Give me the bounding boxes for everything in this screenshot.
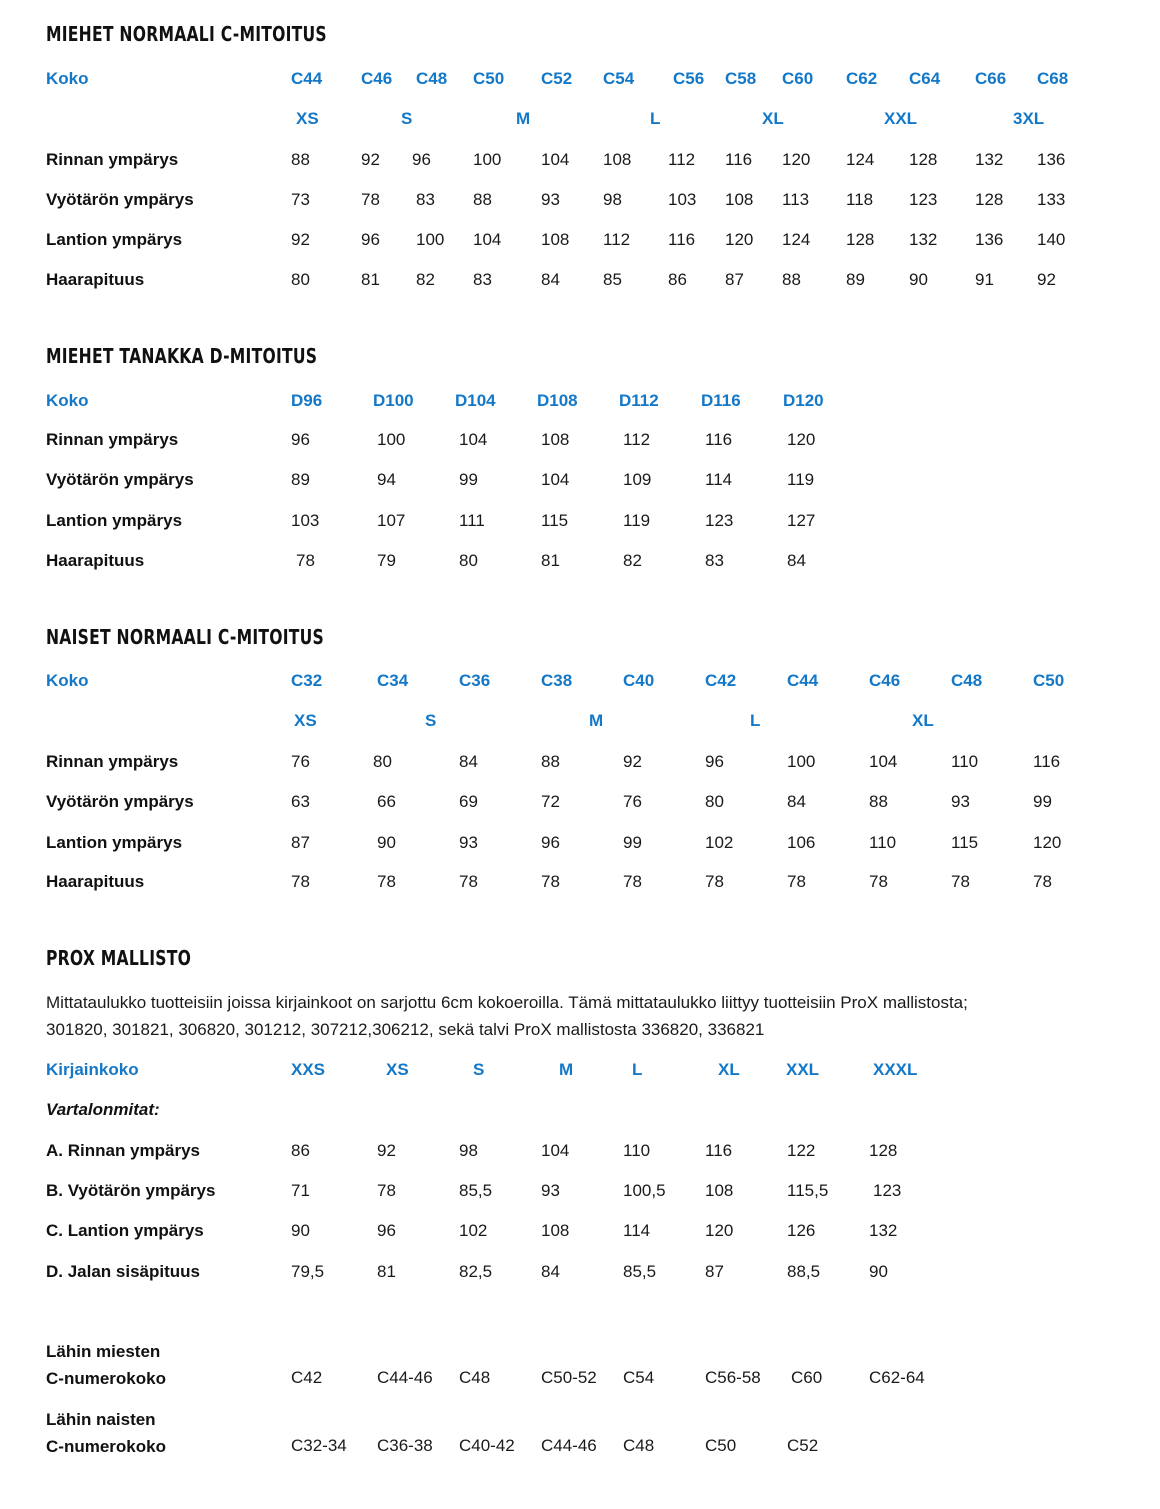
- value-cell: C56-58: [705, 1368, 761, 1387]
- size-row: [0, 390, 1160, 412]
- value-cell: C52: [787, 1436, 819, 1455]
- measure-label: D. Jalan sisäpituus: [46, 1262, 200, 1281]
- value-cell: C62-64: [869, 1368, 925, 1387]
- nearest-men-label-line2: C-numerokoko: [46, 1369, 166, 1388]
- value-cell: 108: [603, 150, 632, 169]
- value-cell: 114: [705, 470, 733, 489]
- value-cell: 84: [541, 270, 560, 289]
- value-cell: 98: [603, 190, 622, 209]
- measure-label: Lantion ympärys: [46, 511, 183, 530]
- value-cell: 87: [725, 270, 744, 289]
- value-cell: 84: [787, 792, 806, 811]
- letter-size-cell: S: [425, 711, 437, 730]
- value-cell: 79,5: [291, 1262, 325, 1281]
- value-cell: 113: [782, 190, 810, 209]
- size-label: Koko: [46, 69, 89, 88]
- size-cell: C34: [377, 671, 409, 690]
- value-cell: 103: [668, 190, 697, 209]
- size-cell: XS: [386, 1060, 409, 1079]
- value-cell: 88: [473, 190, 492, 209]
- size-cell: C60: [782, 69, 814, 88]
- size-cell: C48: [951, 671, 983, 690]
- size-row: [0, 68, 1160, 90]
- size-row: [0, 1059, 1160, 1081]
- value-cell: 93: [541, 190, 560, 209]
- letter-size-cell: XS: [296, 109, 319, 128]
- value-cell: 122: [787, 1141, 816, 1160]
- size-cell: C46: [869, 671, 901, 690]
- value-cell: C36-38: [377, 1436, 433, 1455]
- value-cell: 96: [412, 150, 431, 169]
- size-cell: D100: [373, 391, 414, 410]
- value-cell: 92: [291, 230, 310, 249]
- value-cell: 126: [787, 1221, 816, 1240]
- size-cell: M: [559, 1060, 574, 1079]
- value-cell: 93: [541, 1181, 560, 1200]
- size-cell: D116: [701, 391, 741, 410]
- value-cell: 128: [846, 230, 875, 249]
- value-cell: 123: [909, 190, 938, 209]
- value-cell: 96: [361, 230, 380, 249]
- measure-label: Lantion ympärys: [46, 230, 183, 249]
- size-cell: C68: [1037, 69, 1069, 88]
- value-cell: 115,5: [787, 1181, 829, 1200]
- nearest-men-label-line1: Lähin miesten: [46, 1342, 161, 1361]
- size-cell: C44: [291, 69, 323, 88]
- value-cell: 127: [787, 511, 816, 530]
- value-cell: 100: [787, 752, 816, 771]
- value-cell: 132: [909, 230, 938, 249]
- size-cell: D112: [619, 391, 659, 410]
- value-cell: C40-42: [459, 1436, 515, 1455]
- value-cell: 116: [725, 150, 753, 169]
- value-cell: 107: [377, 511, 406, 530]
- value-cell: 120: [782, 150, 811, 169]
- size-cell: C46: [361, 69, 393, 88]
- value-cell: 66: [377, 792, 396, 811]
- subheading-row: [0, 1099, 1160, 1121]
- size-cell: C44: [787, 671, 819, 690]
- value-cell: 96: [541, 833, 560, 852]
- measure-label: Haarapituus: [46, 872, 145, 891]
- value-cell: 110: [951, 752, 979, 771]
- value-cell: 116: [705, 1141, 733, 1160]
- size-row: [0, 670, 1160, 692]
- value-cell: 87: [705, 1262, 724, 1281]
- value-cell: 120: [787, 430, 816, 449]
- value-cell: 120: [1033, 833, 1062, 852]
- measure-row: [0, 189, 1160, 211]
- size-cell: S: [473, 1060, 485, 1079]
- value-cell: 110: [623, 1141, 651, 1160]
- value-cell: 78: [705, 872, 724, 891]
- value-cell: 78: [377, 872, 396, 891]
- value-cell: 104: [541, 470, 570, 489]
- value-cell: 73: [291, 190, 310, 209]
- value-cell: 78: [541, 872, 560, 891]
- letter-size-cell: XXL: [884, 109, 918, 128]
- value-cell: 98: [459, 1141, 478, 1160]
- measure-label: Rinnan ympärys: [46, 150, 179, 169]
- letter-size-cell: S: [401, 109, 413, 128]
- men-normal-heading: MIEHET NORMAALI C-MITOITUS: [46, 22, 327, 46]
- value-cell: C32-34: [291, 1436, 347, 1455]
- value-cell: 88,5: [787, 1262, 821, 1281]
- value-cell: 120: [705, 1221, 734, 1240]
- value-cell: 78: [623, 872, 642, 891]
- value-cell: 79: [377, 551, 396, 570]
- value-cell: C42: [291, 1368, 323, 1387]
- measure-row: [0, 149, 1160, 171]
- prox-description-line: 301820, 301821, 306820, 301212, 307212,306212, sekä talvi ProX mallistosta 336820, 336821: [46, 1020, 765, 1039]
- size-cell: C40: [623, 671, 655, 690]
- value-cell: 100: [473, 150, 502, 169]
- value-cell: 63: [291, 792, 310, 811]
- value-cell: 115: [951, 833, 979, 852]
- value-cell: 100,5: [623, 1181, 666, 1200]
- value-cell: C48: [623, 1436, 655, 1455]
- size-cell: D96: [291, 391, 323, 410]
- value-cell: 128: [909, 150, 938, 169]
- value-cell: C60: [791, 1368, 823, 1387]
- value-cell: 88: [541, 752, 560, 771]
- measure-row: [0, 791, 1160, 813]
- value-cell: 123: [705, 511, 734, 530]
- value-cell: 80: [291, 270, 310, 289]
- measure-row: [0, 1180, 1160, 1202]
- value-cell: 83: [705, 551, 724, 570]
- value-cell: 116: [668, 230, 696, 249]
- value-cell: C50: [705, 1436, 737, 1455]
- value-cell: 92: [377, 1141, 396, 1160]
- nearest-women-label-line2: C-numerokoko: [46, 1437, 166, 1456]
- value-cell: 119: [623, 511, 651, 530]
- size-cell: XL: [718, 1060, 740, 1079]
- prox-heading: PROX MALLISTO: [46, 946, 192, 970]
- value-cell: 118: [846, 190, 874, 209]
- measure-row: [0, 269, 1160, 291]
- value-cell: 108: [541, 1221, 570, 1240]
- value-cell: 120: [725, 230, 754, 249]
- measure-label: C. Lantion ympärys: [46, 1221, 204, 1240]
- value-cell: 96: [291, 430, 310, 449]
- value-cell: 72: [541, 792, 560, 811]
- size-cell: L: [632, 1060, 643, 1079]
- size-cell: C54: [603, 69, 635, 88]
- women-normal-heading: NAISET NORMAALI C-MITOITUS: [46, 625, 325, 649]
- value-cell: 108: [541, 430, 570, 449]
- value-cell: 81: [361, 270, 380, 289]
- measure-label: Haarapituus: [46, 551, 145, 570]
- value-cell: 116: [705, 430, 733, 449]
- value-cell: 90: [377, 833, 396, 852]
- value-cell: 78: [291, 872, 310, 891]
- letter-size-cell: L: [750, 711, 761, 730]
- value-cell: 106: [787, 833, 816, 852]
- measure-label: B. Vyötärön ympärys: [46, 1181, 216, 1200]
- value-cell: 111: [459, 511, 485, 530]
- value-cell: 89: [846, 270, 865, 289]
- value-cell: 116: [1033, 752, 1061, 771]
- value-cell: C44-46: [541, 1436, 597, 1455]
- size-cell: D120: [783, 391, 824, 410]
- size-cell: XXL: [786, 1060, 820, 1079]
- measure-row: [0, 229, 1160, 251]
- size-cell: XXXL: [873, 1060, 918, 1079]
- value-cell: 94: [377, 470, 396, 489]
- value-cell: 108: [725, 190, 754, 209]
- value-cell: C54: [623, 1368, 655, 1387]
- value-cell: 71: [291, 1181, 310, 1200]
- value-cell: 80: [705, 792, 724, 811]
- value-cell: 91: [975, 270, 994, 289]
- value-cell: 82: [623, 551, 642, 570]
- size-label: Koko: [46, 391, 89, 410]
- measure-row: [0, 871, 1160, 893]
- value-cell: 112: [668, 150, 696, 169]
- value-cell: 83: [416, 190, 435, 209]
- value-cell: 132: [869, 1221, 898, 1240]
- value-cell: 92: [623, 752, 642, 771]
- value-cell: 100: [377, 430, 406, 449]
- measure-row: [0, 550, 1160, 572]
- value-cell: 99: [1033, 792, 1052, 811]
- value-cell: 90: [291, 1221, 310, 1240]
- value-cell: 136: [975, 230, 1004, 249]
- size-cell: XXS: [291, 1060, 326, 1079]
- value-cell: 84: [787, 551, 806, 570]
- measure-row: [0, 832, 1160, 854]
- size-cell: C38: [541, 671, 573, 690]
- measure-row: [0, 1261, 1160, 1283]
- value-cell: 69: [459, 792, 478, 811]
- value-cell: 80: [459, 551, 478, 570]
- size-cell: C48: [416, 69, 448, 88]
- measure-row: [0, 429, 1160, 451]
- value-cell: 114: [623, 1221, 651, 1240]
- measure-row: [0, 510, 1160, 532]
- nearest-women-label-line1: Lähin naisten: [46, 1410, 156, 1429]
- value-cell: 124: [846, 150, 875, 169]
- size-cell: C50: [1033, 671, 1065, 690]
- value-cell: 84: [541, 1262, 560, 1281]
- value-cell: 123: [873, 1181, 902, 1200]
- size-cell: C62: [846, 69, 878, 88]
- value-cell: 104: [541, 1141, 570, 1160]
- value-cell: 81: [541, 551, 560, 570]
- value-cell: 128: [975, 190, 1004, 209]
- value-cell: 103: [291, 511, 320, 530]
- measure-label: Rinnan ympärys: [46, 752, 179, 771]
- measure-label: Rinnan ympärys: [46, 430, 179, 449]
- value-cell: 100: [416, 230, 445, 249]
- measure-label: Vyötärön ympärys: [46, 792, 194, 811]
- value-cell: 102: [459, 1221, 488, 1240]
- value-cell: 78: [1033, 872, 1052, 891]
- value-cell: 109: [623, 470, 652, 489]
- value-cell: C50-52: [541, 1368, 597, 1387]
- value-cell: 104: [869, 752, 898, 771]
- value-cell: 110: [869, 833, 897, 852]
- letter-size-cell: M: [589, 711, 604, 730]
- value-cell: 93: [951, 792, 970, 811]
- value-cell: 86: [291, 1141, 310, 1160]
- size-cell: C32: [291, 671, 323, 690]
- measure-row: [0, 751, 1160, 773]
- value-cell: 112: [603, 230, 631, 249]
- size-cell: C52: [541, 69, 573, 88]
- letter-size-cell: XS: [294, 711, 317, 730]
- size-cell: C36: [459, 671, 491, 690]
- value-cell: 108: [705, 1181, 734, 1200]
- men-stocky-heading: MIEHET TANAKKA D-MITOITUS: [46, 344, 318, 368]
- value-cell: 78: [377, 1181, 396, 1200]
- value-cell: 78: [951, 872, 970, 891]
- letter-size-cell: XL: [912, 711, 934, 730]
- value-cell: 76: [291, 752, 310, 771]
- value-cell: 96: [705, 752, 724, 771]
- value-cell: 132: [975, 150, 1004, 169]
- value-cell: 108: [541, 230, 570, 249]
- value-cell: 89: [291, 470, 310, 489]
- value-cell: 84: [459, 752, 478, 771]
- measure-label: A. Rinnan ympärys: [46, 1141, 200, 1160]
- value-cell: 102: [705, 833, 734, 852]
- measure-label: Vyötärön ympärys: [46, 190, 194, 209]
- value-cell: 112: [623, 430, 651, 449]
- value-cell: 104: [541, 150, 570, 169]
- value-cell: 78: [296, 551, 315, 570]
- size-cell: C64: [909, 69, 941, 88]
- value-cell: 128: [869, 1141, 898, 1160]
- value-cell: 136: [1037, 150, 1066, 169]
- value-cell: 78: [787, 872, 806, 891]
- size-label: Kirjainkoko: [46, 1060, 139, 1079]
- letter-size-row: [0, 108, 1160, 130]
- measure-row: [0, 1220, 1160, 1242]
- value-cell: 99: [623, 833, 642, 852]
- value-cell: 88: [782, 270, 801, 289]
- prox-description-line: Mittataulukko tuotteisiin joissa kirjainkoot on sarjottu 6cm kokoeroilla. Tämä mittataulukko liittyy tuotteisiin ProX mallistosta;: [46, 993, 968, 1012]
- value-cell: 93: [459, 833, 478, 852]
- value-cell: 78: [361, 190, 380, 209]
- letter-size-row: [0, 710, 1160, 732]
- value-cell: 115: [541, 511, 569, 530]
- value-cell: 140: [1037, 230, 1066, 249]
- nearest-women-row: [0, 1406, 1160, 1460]
- measure-label: Vyötärön ympärys: [46, 470, 194, 489]
- size-label: Koko: [46, 671, 89, 690]
- value-cell: 82,5: [459, 1262, 493, 1281]
- value-cell: 104: [473, 230, 502, 249]
- letter-size-cell: L: [650, 109, 661, 128]
- nearest-men-row: [0, 1338, 1160, 1392]
- prox-description: [46, 989, 1126, 1043]
- letter-size-cell: M: [516, 109, 531, 128]
- value-cell: 82: [416, 270, 435, 289]
- letter-size-cell: 3XL: [1013, 109, 1045, 128]
- measure-row: [0, 1140, 1160, 1162]
- value-cell: 85,5: [459, 1181, 493, 1200]
- size-cell: D108: [537, 391, 578, 410]
- value-cell: C44-46: [377, 1368, 433, 1387]
- value-cell: 85,5: [623, 1262, 657, 1281]
- size-cell: C42: [705, 671, 737, 690]
- value-cell: 124: [782, 230, 811, 249]
- letter-size-cell: XL: [762, 109, 784, 128]
- value-cell: 81: [377, 1262, 396, 1281]
- body-measurements-subheading: Vartalonmitat:: [46, 1100, 160, 1119]
- measure-row: [0, 469, 1160, 491]
- value-cell: 85: [603, 270, 622, 289]
- value-cell: 78: [459, 872, 478, 891]
- value-cell: 76: [623, 792, 642, 811]
- measure-label: Haarapituus: [46, 270, 145, 289]
- value-cell: 99: [459, 470, 478, 489]
- value-cell: 92: [1037, 270, 1056, 289]
- value-cell: 92: [361, 150, 380, 169]
- value-cell: 88: [291, 150, 310, 169]
- value-cell: 96: [377, 1221, 396, 1240]
- value-cell: 104: [459, 430, 488, 449]
- value-cell: 90: [869, 1262, 888, 1281]
- value-cell: 133: [1037, 190, 1066, 209]
- value-cell: 88: [869, 792, 888, 811]
- size-cell: C50: [473, 69, 505, 88]
- measure-label: Lantion ympärys: [46, 833, 183, 852]
- value-cell: 80: [373, 752, 392, 771]
- value-cell: C48: [459, 1368, 491, 1387]
- value-cell: 90: [909, 270, 928, 289]
- value-cell: 119: [787, 470, 815, 489]
- size-cell: C56: [673, 69, 705, 88]
- size-cell: C66: [975, 69, 1007, 88]
- value-cell: 83: [473, 270, 492, 289]
- value-cell: 78: [869, 872, 888, 891]
- value-cell: 86: [668, 270, 687, 289]
- value-cell: 87: [291, 833, 310, 852]
- size-cell: C58: [725, 69, 757, 88]
- size-cell: D104: [455, 391, 496, 410]
